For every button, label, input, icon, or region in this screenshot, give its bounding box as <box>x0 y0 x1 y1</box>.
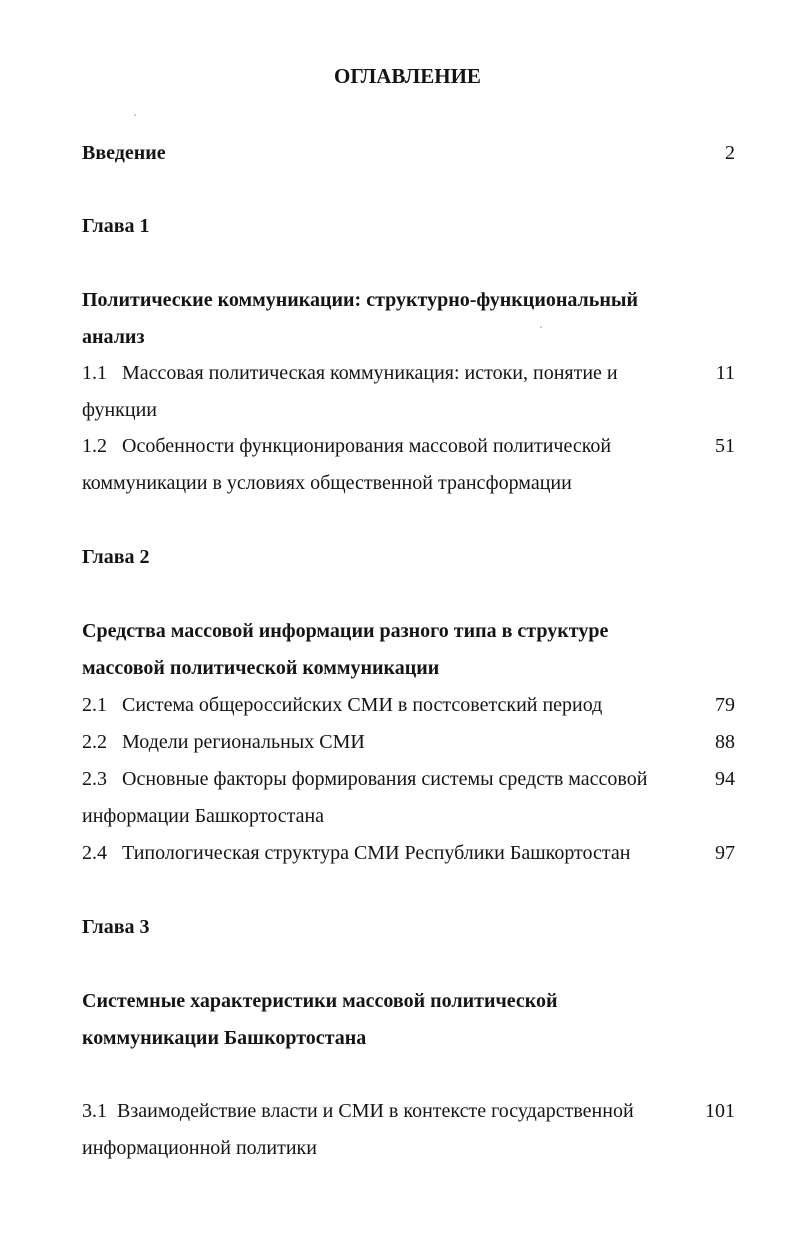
chapter-1-title-line: Политические коммуникации: структурно-функциональный <box>82 289 638 311</box>
section-number: 2.4 <box>82 842 107 864</box>
section-title-line: Модели региональных СМИ <box>122 731 365 753</box>
toc-entry <box>82 694 602 717</box>
section-page-number: 79 <box>715 694 735 716</box>
intro-label: Введение <box>82 142 166 164</box>
section-number: 1.1 <box>82 362 107 384</box>
section-page-number: 11 <box>715 362 735 384</box>
section-title-line: Особенности функционирования массовой политической <box>122 435 612 457</box>
section-number: 2.3 <box>82 768 107 790</box>
section-title-line: коммуникации в условиях общественной трансформации <box>82 472 572 494</box>
section-number: 2.2 <box>82 731 107 753</box>
toc-entry <box>82 842 630 865</box>
section-number: 2.1 <box>82 694 107 716</box>
section-page-number: 97 <box>715 842 735 864</box>
section-page-number: 51 <box>715 435 735 457</box>
toc-entry <box>82 768 647 791</box>
toc-entry <box>82 1100 634 1123</box>
section-number: 3.1 <box>82 1100 107 1122</box>
section-title-line: информации Башкортостана <box>82 805 325 827</box>
scan-speck <box>134 114 136 116</box>
section-title-line: Система общероссийских СМИ в постсоветский период <box>122 694 603 716</box>
toc-entry <box>82 362 618 385</box>
section-title-line: Массовая политическая коммуникация: истоки, понятие и <box>122 362 618 384</box>
chapter-1-heading: Глава 1 <box>82 215 150 237</box>
section-page-number: 101 <box>705 1100 735 1122</box>
chapter-3-title-line: коммуникации Башкортостана <box>82 1027 367 1049</box>
section-number: 1.2 <box>82 435 107 457</box>
chapter-1-title-line: анализ <box>82 326 145 348</box>
section-page-number: 94 <box>715 768 735 790</box>
chapter-2-title-line: Средства массовой информации разного типа в структуре <box>82 620 609 642</box>
intro-page-number: 2 <box>725 142 735 164</box>
toc-entry <box>82 435 611 458</box>
chapter-2-title-line: массовой политической коммуникации <box>82 657 440 679</box>
section-title-line: информационной политики <box>82 1137 317 1159</box>
chapter-3-heading: Глава 3 <box>82 916 150 938</box>
chapter-3-title-line: Системные характеристики массовой политической <box>82 990 558 1012</box>
section-title-line: Основные факторы формирования системы средств массовой <box>122 768 648 790</box>
page-title: ОГЛАВЛЕНИЕ <box>334 64 481 88</box>
scan-speck <box>540 326 542 328</box>
chapter-2-heading: Глава 2 <box>82 546 150 568</box>
toc-entry <box>82 731 365 754</box>
section-title-line: Взаимодействие власти и СМИ в контексте государственной <box>117 1100 634 1122</box>
section-title-line: функции <box>82 399 157 421</box>
section-title-line: Типологическая структура СМИ Республики Башкортостан <box>122 842 631 864</box>
section-page-number: 88 <box>715 731 735 753</box>
